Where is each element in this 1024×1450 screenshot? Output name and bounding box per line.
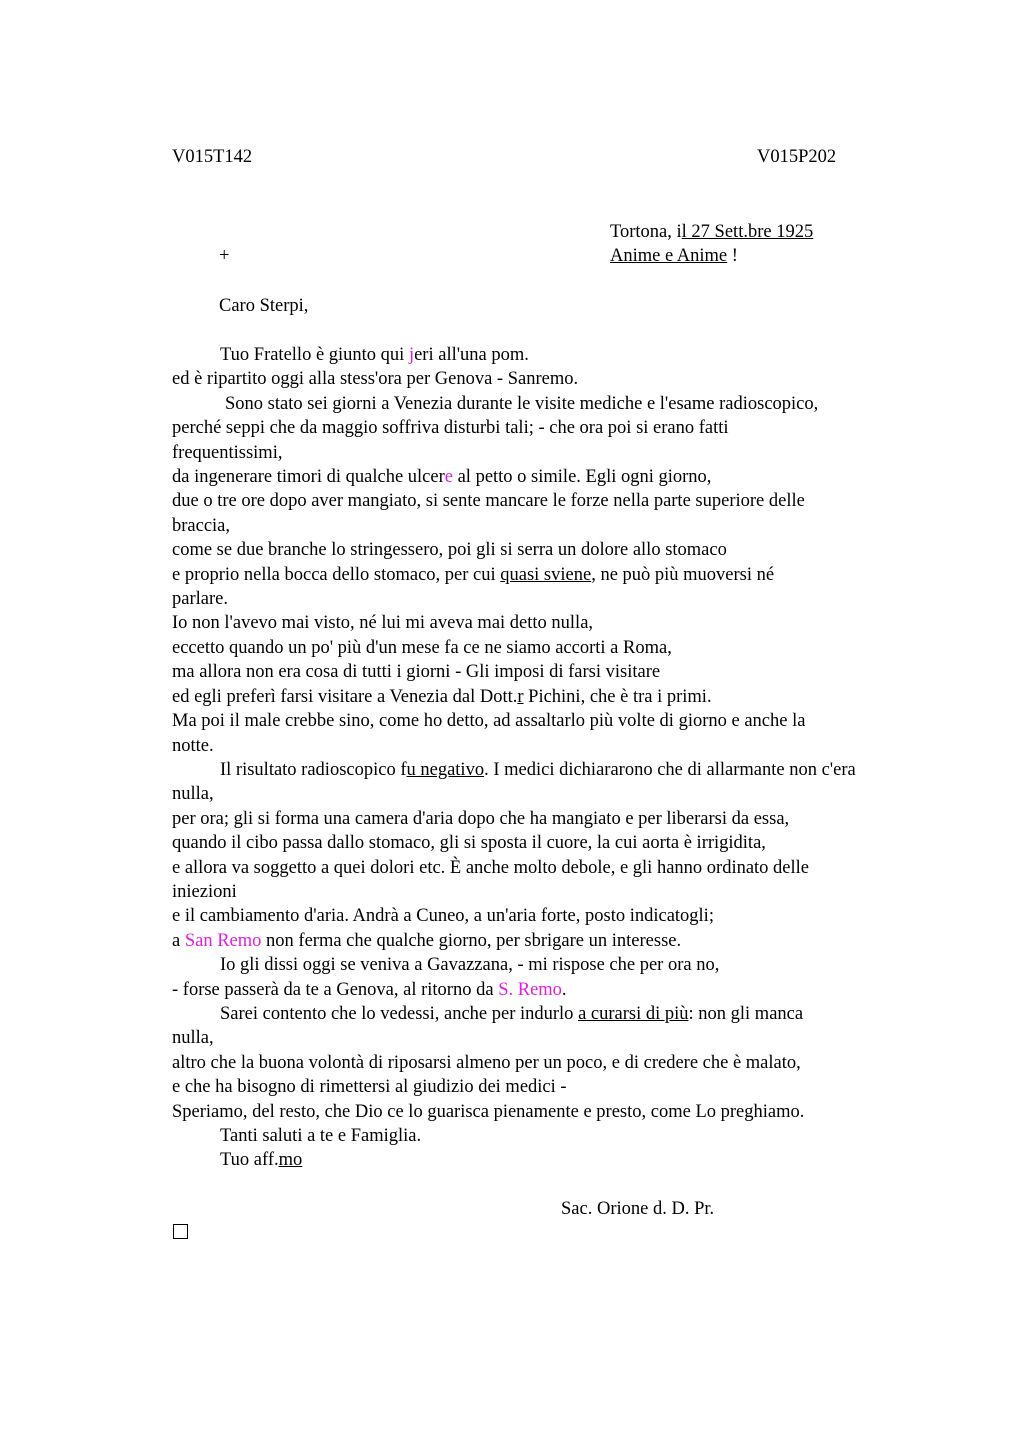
body-line: e il cambiamento d'aria. Andrà a Cuneo, a un'aria forte, posto indicatogli; (172, 906, 714, 927)
body-line: altro che la buona volontà di riposarsi almeno per un poco, e di credere che è malato, (172, 1052, 801, 1073)
reference-code-left: V015T142 (172, 147, 253, 167)
body-line: braccia, (172, 515, 231, 536)
place: Tortona, i (610, 222, 682, 242)
body-line: Il risultato radioscopico fu negativo. I medici dichiararono che di allarmante non c'era (220, 759, 856, 780)
body-line: ma allora non era cosa di tutti i giorni - Gli imposi di farsi visitare (172, 662, 661, 683)
salutation: Caro Sterpi, (219, 296, 309, 316)
body-line: ed è ripartito oggi alla stess'ora per Genova - Sanremo. (172, 369, 579, 390)
body-line: eccetto quando un po' più d'un mese fa ce ne siamo accorti a Roma, (172, 637, 672, 658)
motto-text: Anime e Anime (610, 246, 728, 266)
body-line: notte. (172, 735, 214, 756)
signature: Sac. Orione d. D. Pr. (561, 1199, 715, 1219)
body-line: Io gli dissi oggi se veniva a Gavazzana, - mi rispose che per ora no, (220, 955, 720, 976)
body-line: due o tre ore dopo aver mangiato, si sente mancare le forze nella parte superiore delle (172, 491, 805, 512)
body-line: quando il cibo passa dallo stomaco, gli si sposta il cuore, la cui aorta è irrigidita, (172, 833, 766, 854)
body-line: nulla, (172, 1028, 214, 1049)
body-line: e che ha bisogno di rimettersi al giudizio dei medici - (172, 1077, 567, 1098)
body-line: come se due branche lo stringessero, poi gli si serra un dolore allo stomaco (172, 540, 727, 561)
body-line: Speriamo, del resto, che Dio ce lo guarisca pienamente e presto, come Lo preghiamo. (172, 1101, 805, 1122)
body-line: da ingenerare timori di qualche ulcere al petto o simile. Egli ogni giorno, (172, 467, 712, 488)
body-line: Sono stato sei giorni a Venezia durante le visite mediche e l'esame radioscopico, (225, 393, 819, 414)
body-line: e allora va soggetto a quei dolori etc. È anche molto debole, e gli hanno ordinato delle (172, 857, 810, 878)
place-date (610, 220, 813, 244)
reference-code-right: V015P202 (757, 147, 837, 167)
body-line: Tanti saluti a te e Famiglia. (220, 1126, 422, 1146)
body-line: Sarei contento che lo vedessi, anche per indurlo a curarsi di più: non gli manca (220, 1003, 804, 1024)
body-line: e proprio nella bocca dello stomaco, per cui quasi sviene, ne può più muoversi né (172, 564, 775, 585)
body-line: nulla, (172, 784, 214, 805)
cross-sign: + (219, 246, 230, 266)
body-line: perché seppi che da maggio soffriva disturbi tali; - che ora poi si erano fatti (172, 418, 729, 439)
body-line: Ma poi il male crebbe sino, come ho detto, ad assaltarlo più volte di giorno e anche la (172, 711, 806, 732)
body-line: parlare. (172, 589, 228, 610)
body-line: iniezioni (172, 881, 237, 902)
motto (610, 244, 738, 268)
letter-body (172, 343, 952, 1173)
motto-suffix: ! (727, 246, 738, 266)
body-line: ed egli preferì farsi visitare a Venezia dal Dott.r Pichini, che è tra i primi. (172, 686, 712, 707)
body-line: per ora; gli si forma una camera d'aria dopo che ha mangiato e per liberarsi da essa, (172, 808, 790, 829)
body-line: a San Remo non ferma che qualche giorno, per sbrigare un interesse. (172, 930, 682, 951)
checkbox-square-icon (173, 1224, 188, 1239)
body-line: frequentissimi, (172, 442, 283, 463)
body-line: Io non l'avevo mai visto, né lui mi aveva mai detto nulla, (172, 613, 594, 634)
body-line: Tuo Fratello è giunto qui jeri all'una pom. (220, 345, 529, 365)
body-line: - forse passerà da te a Genova, al ritorno da S. Remo. (172, 979, 567, 1000)
date: l 27 Sett.bre 1925 (681, 222, 814, 242)
closing-line: Tuo aff.mo (220, 1150, 303, 1171)
